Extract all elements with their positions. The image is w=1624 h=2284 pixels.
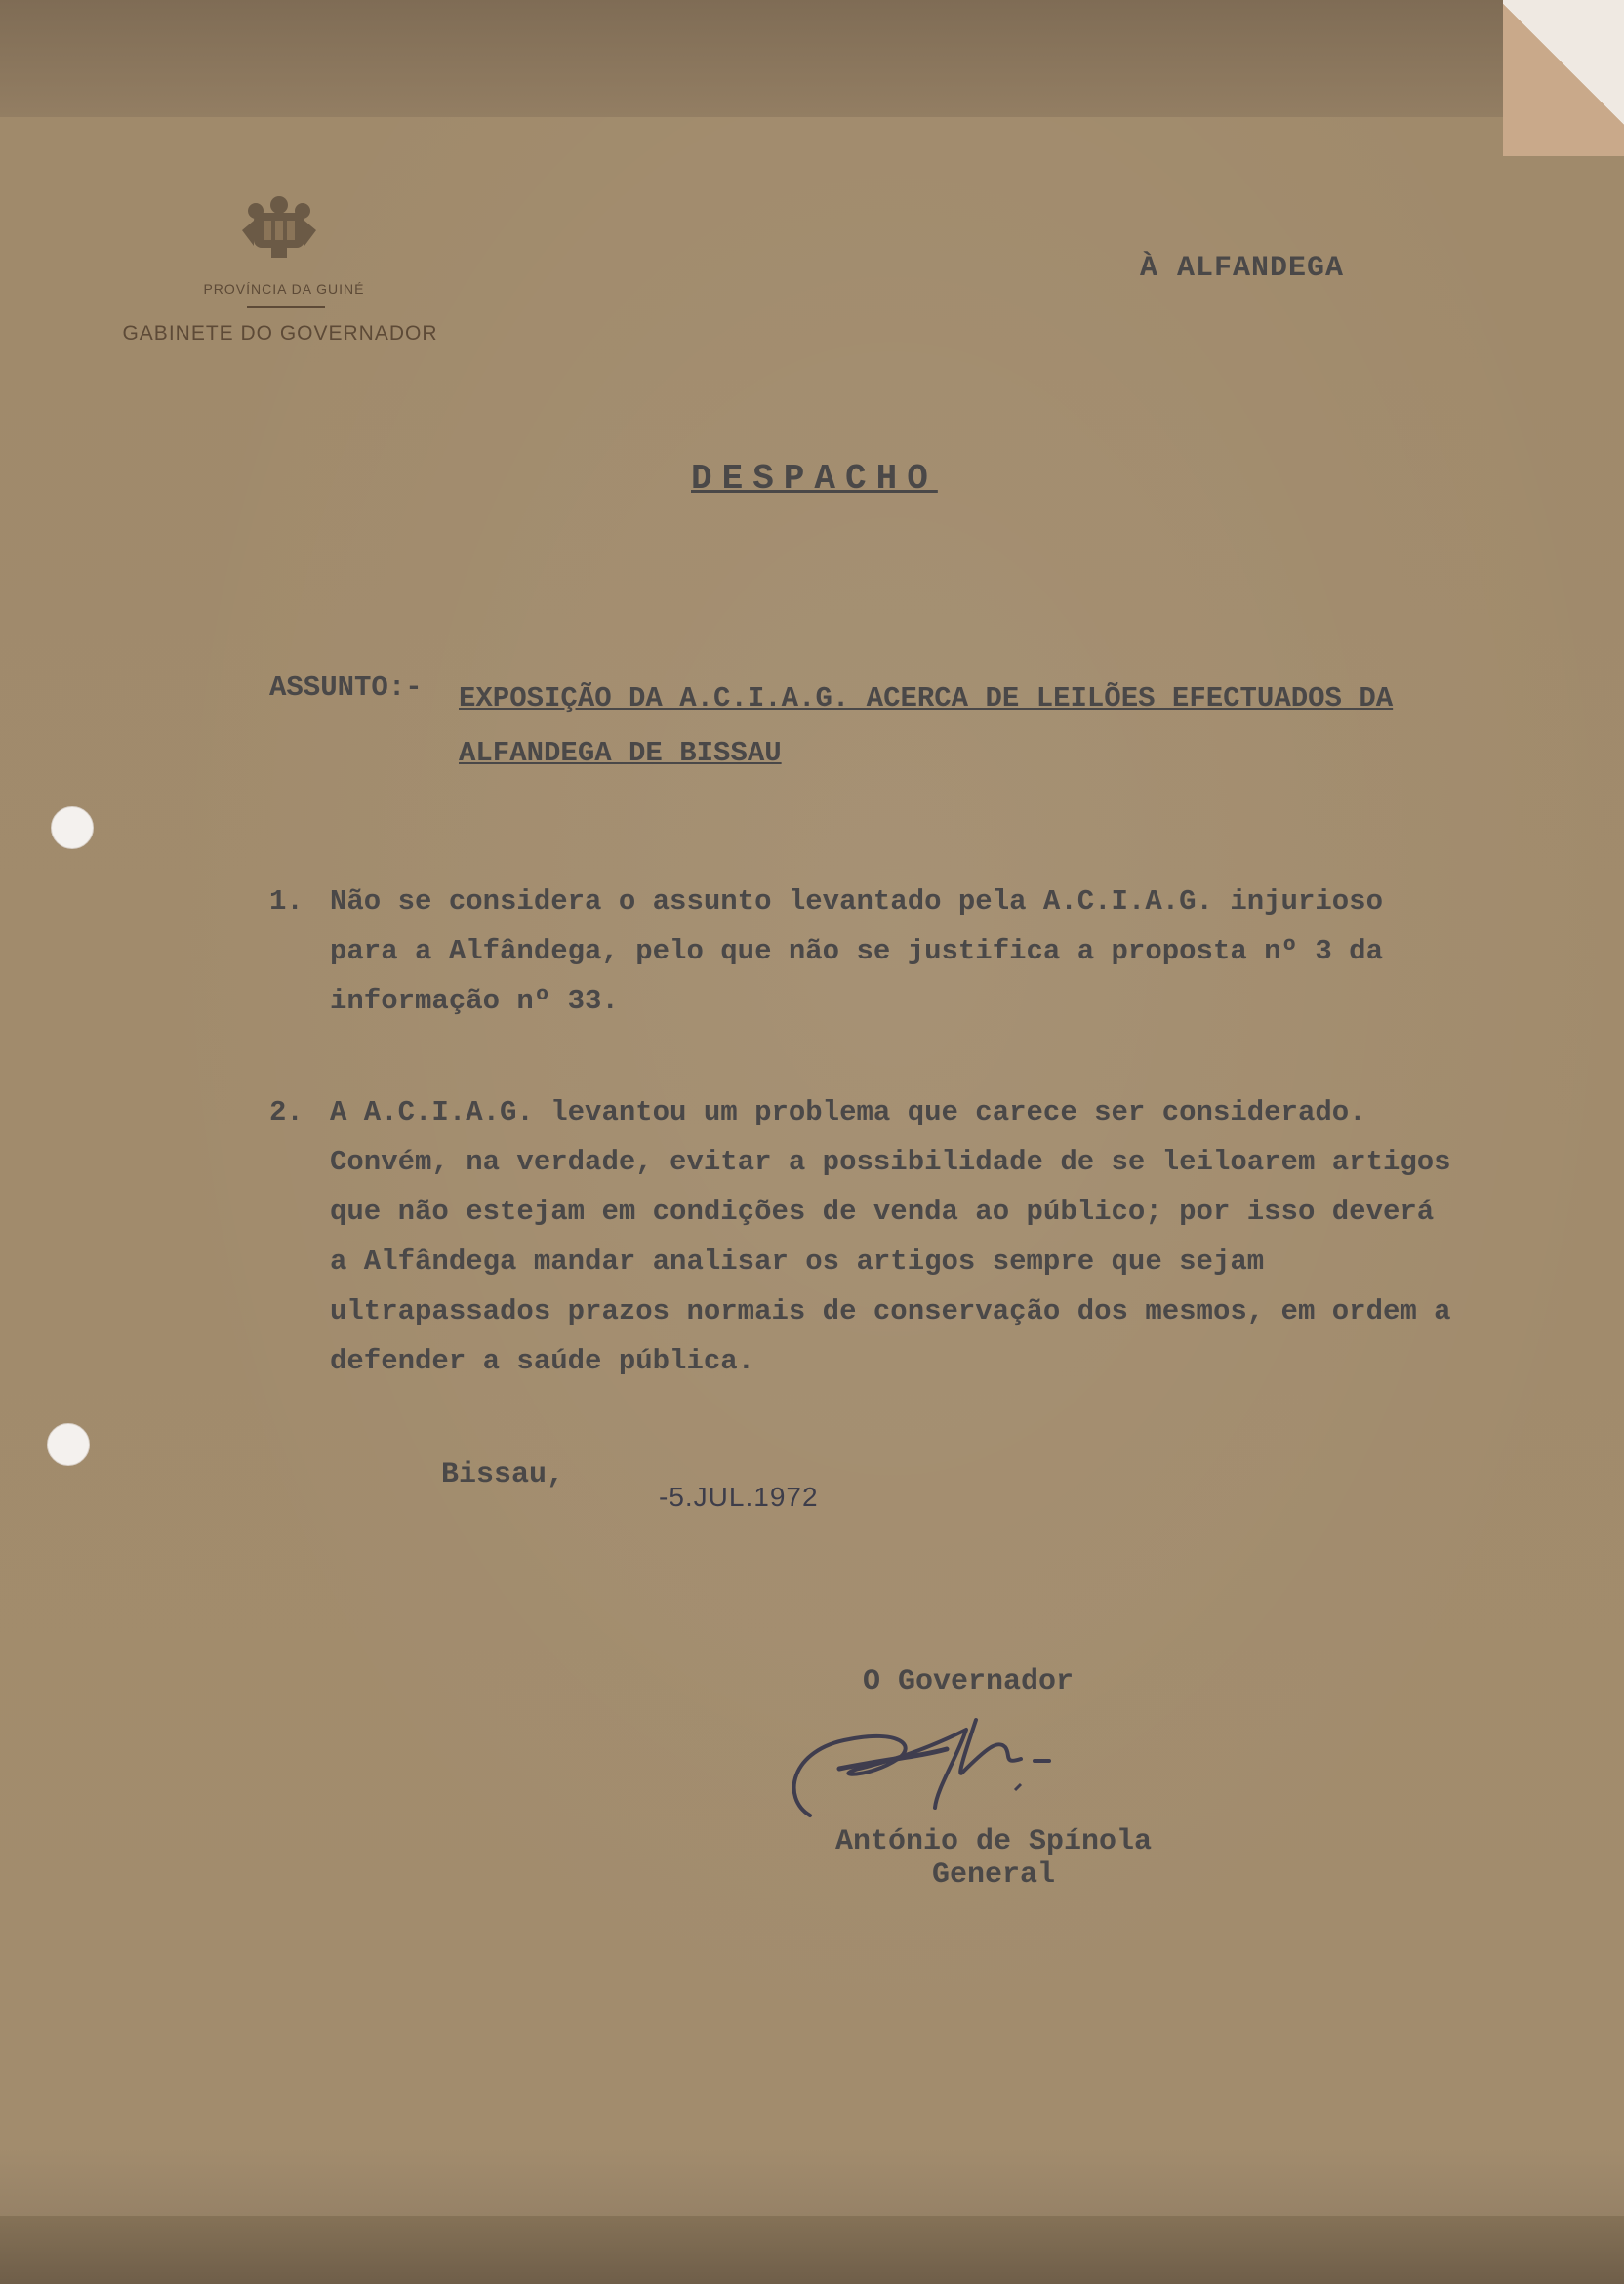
signatory-name-block — [798, 1825, 1189, 1892]
subject-label: ASSUNTO:- — [269, 672, 423, 704]
province-label: PROVÍNCIA DA GUINÉ — [203, 281, 365, 297]
paragraph-text: A A.C.I.A.G. levantou um problema que carece ser considerado. Convém, na verdade, evitar a possibilidade de se leiloarem artigos que não estejam em condições de venda ao público; por isso deverá a Alfândega mandar analisar os artigos sempre que sejam ultrapassados prazos normais de conservação dos mesmos, em ordem a defender a saúde pública. — [330, 1096, 1451, 1377]
corner-fold — [1503, 0, 1624, 156]
top-sheet-edge — [0, 0, 1503, 117]
subject-text: EXPOSIÇÃO DA A.C.I.A.G. ACERCA DE LEILÕES EFECTUADOS DA ALFANDEGA DE BISSAU — [459, 682, 1394, 769]
paragraph-text: Não se considera o assunto levantado pela A.C.I.A.G. injurioso para a Alfândega, pelo que não se justifica a proposta nº 3 da informação nº 33. — [330, 885, 1383, 1017]
signatory-rank: General — [931, 1858, 1056, 1892]
signatory-name: António de Spínola — [834, 1825, 1153, 1858]
document-title: DESPACHO — [691, 459, 938, 499]
bottom-sheet-edge — [0, 2216, 1624, 2284]
handwritten-signature — [771, 1700, 1132, 1827]
letterhead-divider — [247, 306, 325, 308]
place-label: Bissau, — [441, 1458, 565, 1491]
punch-hole-bottom — [47, 1423, 90, 1466]
date-stamp: -5.JUL.1972 — [659, 1482, 819, 1512]
paragraph-number: 2. — [269, 1096, 304, 1128]
addressee: À ALFANDEGA — [1140, 252, 1345, 285]
paragraph-number: 1. — [269, 885, 304, 918]
coat-of-arms-icon — [234, 191, 324, 265]
signatory-role: O Governador — [863, 1665, 1075, 1698]
cabinet-label: GABINETE DO GOVERNADOR — [122, 322, 438, 345]
punch-hole-top — [51, 806, 94, 849]
